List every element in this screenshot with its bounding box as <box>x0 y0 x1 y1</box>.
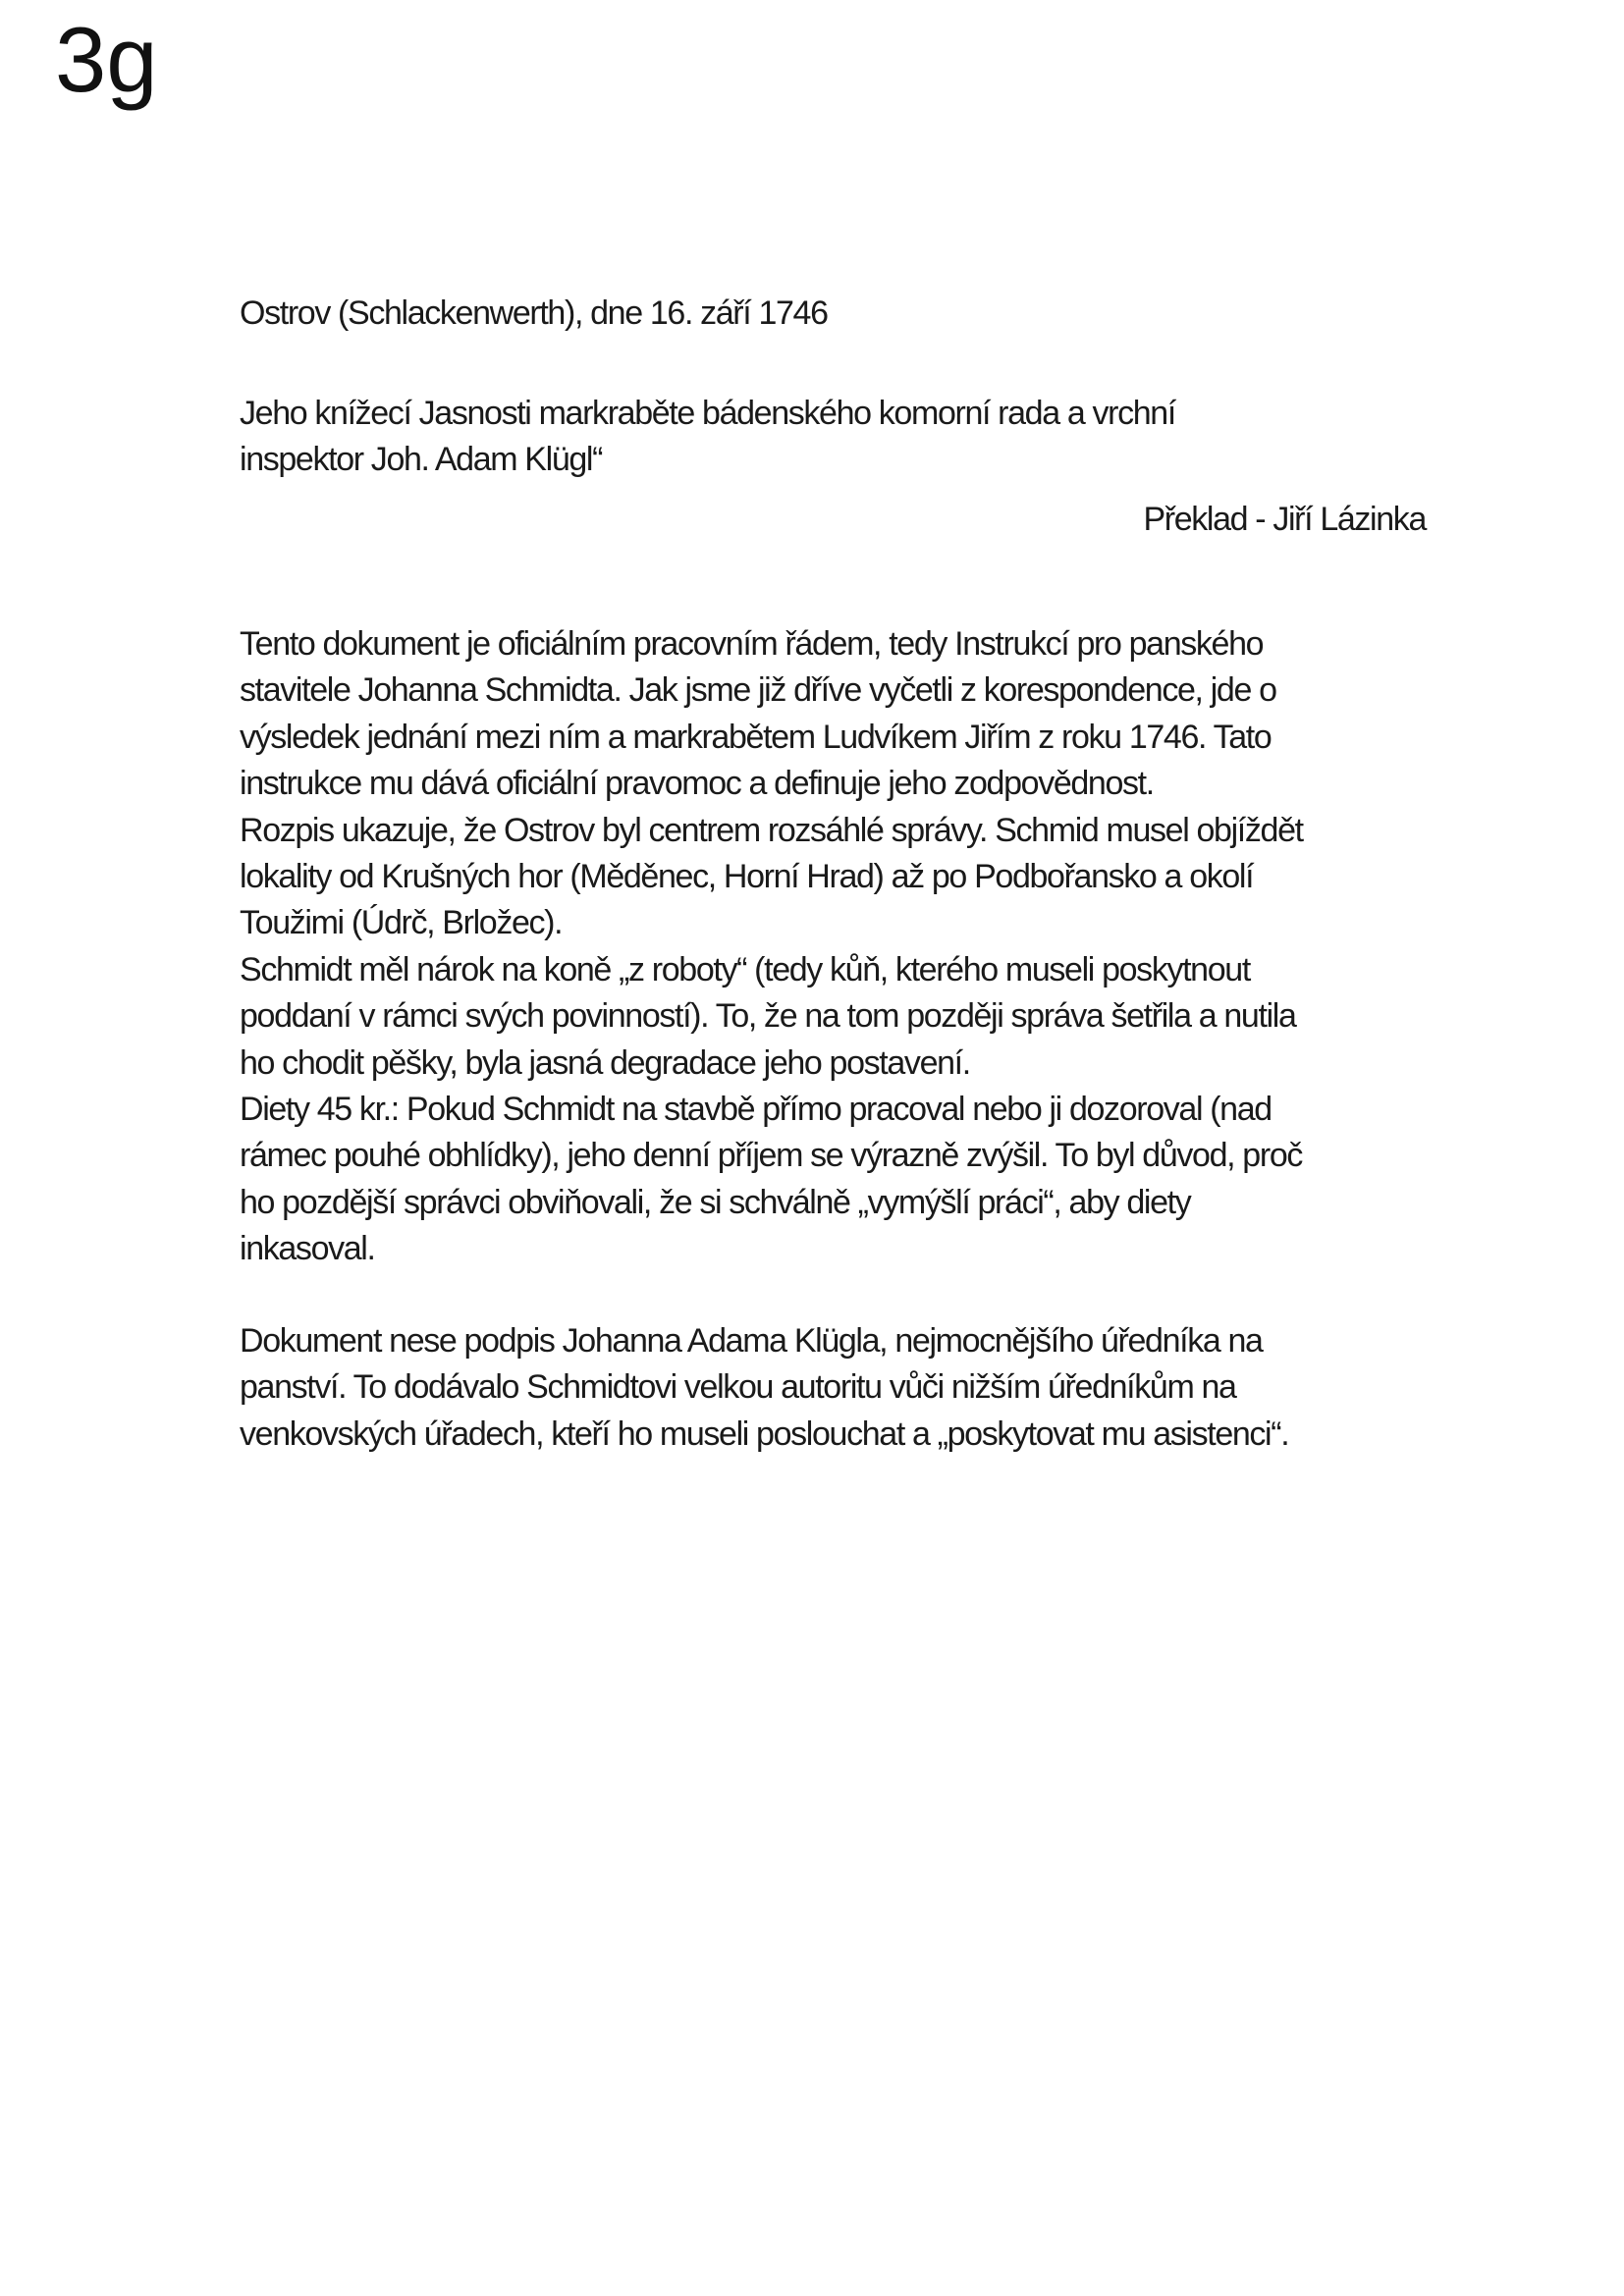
doc-line: ho chodit pěšky, byla jasná degradace jeho postavení. <box>240 1043 970 1082</box>
doc-line: stavitele Johanna Schmidta. Jak jsme již dříve vyčetli z korespondence, jde o <box>240 671 1276 710</box>
doc-line: Tento dokument je oficiálním pracovním řádem, tedy Instrukcí pro panského <box>240 625 1264 663</box>
doc-line: venkovských úřadech, kteří ho museli poslouchat a „poskytovat mu asistenci“. <box>240 1415 1289 1453</box>
doc-line: výsledek jednání mezi ním a markrabětem Ludvíkem Jiřím z roku 1746. Tato <box>240 718 1272 756</box>
doc-line: rámec pouhé obhlídky), jeho denní příjem se výrazně zvýšil. To byl důvod, proč <box>240 1137 1303 1175</box>
body-paragraph-2 <box>240 1318 1457 1458</box>
page-label: 3g <box>55 8 158 111</box>
doc-line: Jeho knížecí Jasnosti markraběte bádenského komorní rada a vrchní <box>240 395 1175 432</box>
doc-line: Dokument nese podpis Johanna Adama Klügla, nejmocnějšího úředníka na <box>240 1322 1263 1360</box>
doc-line: poddaní v rámci svých povinností). To, že na tom později správa šetřila a nutila <box>240 997 1296 1036</box>
date-line: Ostrov (Schlackenwerth), dne 16. září 1746 <box>240 294 828 332</box>
salutation-paragraph <box>240 391 1457 484</box>
doc-line: panství. To dodávalo Schmidtovi velkou autoritu vůči nižším úředníkům na <box>240 1368 1236 1407</box>
doc-line: inspektor Joh. Adam Klügl“ <box>240 441 603 479</box>
doc-line: ho pozdější správci obviňovali, že si schválně „vymýšlí práci“, aby diety <box>240 1183 1191 1221</box>
translator-credit-line: Překlad - Jiří Lázinka <box>1143 501 1426 538</box>
body-paragraph-1 <box>240 621 1457 1273</box>
doc-line: Diety 45 kr.: Pokud Schmidt na stavbě přímo pracoval nebo ji dozoroval (nad <box>240 1091 1272 1129</box>
doc-line: lokality od Krušných hor (Měděnec, Horní Hrad) až po Podbořansko a okolí <box>240 858 1254 896</box>
doc-line: Rozpis ukazuje, že Ostrov byl centrem rozsáhlé správy. Schmid musel objíždět <box>240 811 1303 849</box>
doc-line: Schmidt měl nárok na koně „z roboty“ (tedy kůň, kterého museli poskytnout <box>240 950 1250 988</box>
doc-line: instrukce mu dává oficiální pravomoc a definuje jeho zodpovědnost. <box>240 765 1154 803</box>
doc-line: Toužimi (Údrč, Brložec). <box>240 904 563 942</box>
doc-line: inkasoval. <box>240 1230 375 1268</box>
